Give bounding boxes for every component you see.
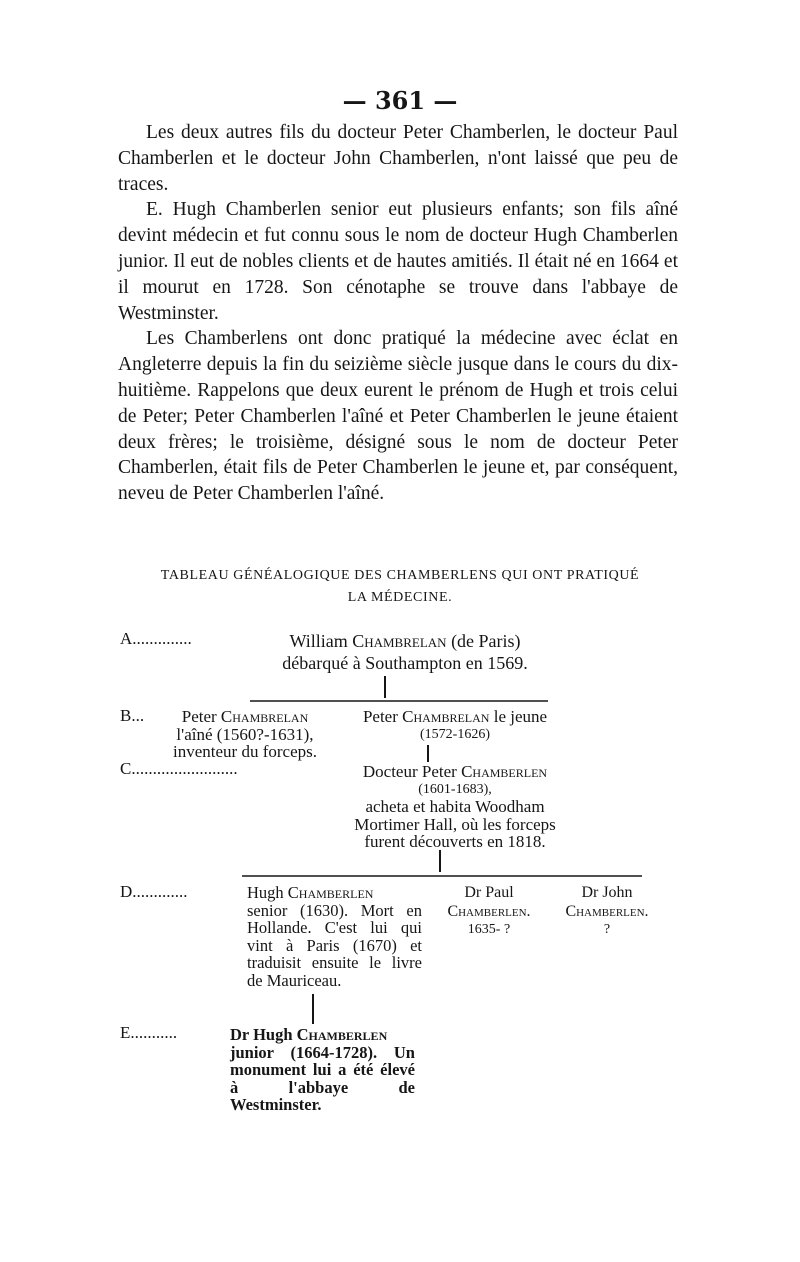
node-peter-younger: Peter Chambrelan le jeune (1572-1626) xyxy=(362,707,548,742)
node-hugh-senior: Hugh Chamberlen senior (1630). Mort en Hollande. C'est lui qui vint à Paris (1670) et traduisit ensuite le livre de Mauriceau. xyxy=(247,883,422,990)
node-william: William Chambrelan (de Paris) débarqué à Southampton en 1569. xyxy=(282,631,528,673)
paragraph-2: E. Hugh Chamberlen senior eut plusieurs enfants; son fils aîné devint médecin et fut connu sous le nom de docteur Hugh Chamberlen junior. Il eut de nobles clients et de hautes amitiés. Il était né en 1664 et il mourut en 1728. Son cénotaphe se trouve dans l'abbaye de Westminster. xyxy=(118,199,678,324)
node-peter-elder: Peter Chambrelan l'aîné (1560?-1631), inventeur du forceps. xyxy=(173,707,317,761)
table-title-line-1: TABLEAU GÉNÉALOGIQUE DES CHAMBERLENS QUI ONT PRATIQUÉ xyxy=(160,568,640,583)
page-number: — 361 — xyxy=(342,86,458,115)
paragraph-3: Les Chamberlens ont donc pratiqué la médecine avec éclat en Angleterre depuis la fin du seizième siècle jusque dans le cours du dix-huitième. Rappelons que deux eurent le prénom de Hugh et trois celui de Peter; Peter Chamberlen l'aîné et Peter Chamberlen le jeune étaient deux frères; le troisième, désigné sous le nom de docteur Peter Chamberlen, était fils de Peter Chamberlen le jeune et, par conséquent, neveu de Peter Chamberlen l'aîné. xyxy=(118,328,678,505)
paragraph-1: Les deux autres fils du docteur Peter Chamberlen, le docteur Paul Chamberlen et le docteur John Chamberlen, n'ont laissé que peu de traces. xyxy=(118,122,678,195)
row-label-a: A.............. xyxy=(120,629,192,648)
node-dr-john: Dr John Chamberlen. ? xyxy=(565,884,649,937)
row-label-d: D............. xyxy=(120,882,188,901)
table-title-line-2: LA MÉDECINE. xyxy=(347,590,453,605)
node-hugh-junior: Dr Hugh Chamberlen junior (1664-1728). Un monument lui a été élevé à l'abbaye de Westminster. xyxy=(230,1025,415,1114)
row-label-e: E........... xyxy=(120,1023,178,1042)
node-doctor-peter: Docteur Peter Chamberlen (1601-1683), acheta et habita Woodham Mortimer Hall, où les forceps furent découverts en 1818. xyxy=(354,762,556,851)
node-dr-paul: Dr Paul Chamberlen. 1635- ? xyxy=(447,884,531,937)
row-label-c: C......................... xyxy=(120,759,238,778)
row-label-b: B... xyxy=(120,706,145,725)
